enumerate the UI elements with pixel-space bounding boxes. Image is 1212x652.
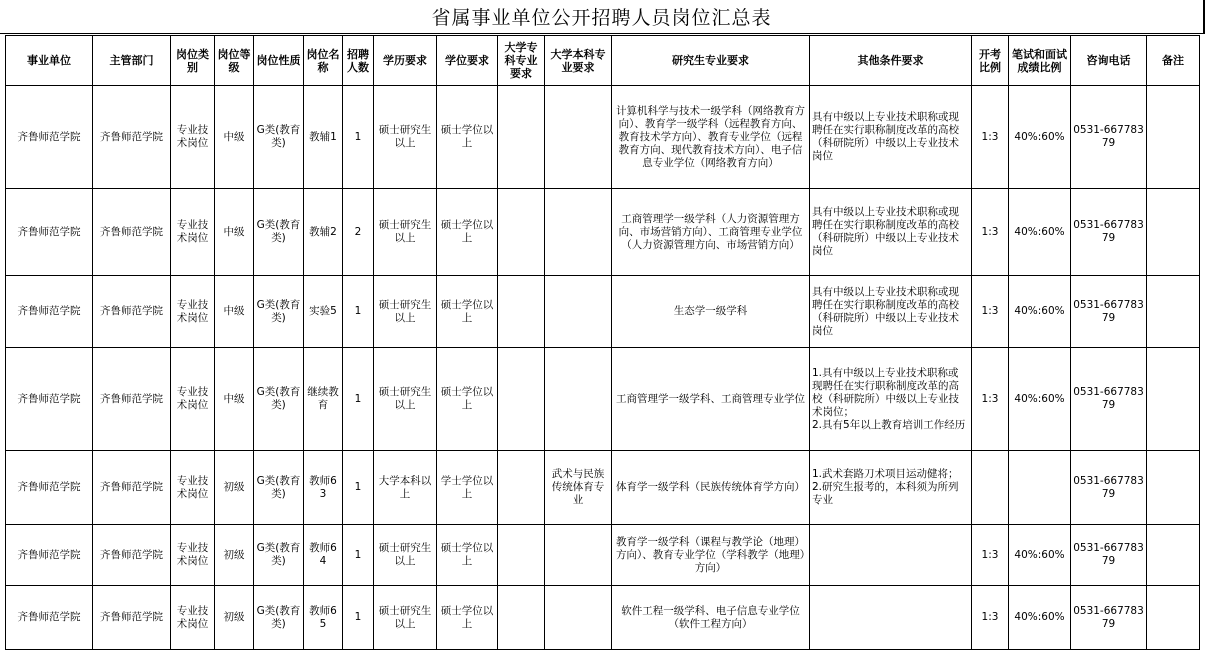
cell-phone[interactable]: 0531-66778379 [1071, 189, 1147, 276]
cell-level[interactable]: 中级 [215, 189, 254, 276]
cell-nature[interactable]: G类(教育类) [254, 86, 304, 189]
cell-category[interactable]: 专业技术岗位 [171, 276, 215, 348]
cell-score[interactable]: 40%:60% [1009, 189, 1071, 276]
cell-level[interactable]: 中级 [215, 348, 254, 451]
cell-note[interactable] [1147, 451, 1200, 525]
cell-level[interactable]: 初级 [215, 525, 254, 586]
cell-phone[interactable]: 0531-66778379 [1071, 86, 1147, 189]
cell-unit[interactable]: 齐鲁师范学院 [6, 189, 93, 276]
cell-edu[interactable]: 大学本科以上 [374, 451, 437, 525]
positions-table [5, 35, 1200, 650]
cell-junior[interactable] [498, 86, 545, 189]
cell-ratio[interactable]: 1:3 [972, 586, 1009, 650]
cell-category[interactable]: 专业技术岗位 [171, 348, 215, 451]
table-body [6, 86, 1200, 650]
table-row [6, 276, 1200, 348]
cell-edu[interactable]: 硕士研究生以上 [374, 86, 437, 189]
cell-grad[interactable]: 计算机科学与技术一级学科（网络教育方向）、教育学一级学科（远程教育方向、教育技术学方向）、教育专业学位（远程教育方向、现代教育技术方向）、电子信息专业学位（网络教育方向） [612, 86, 810, 189]
cell-bachelor[interactable] [545, 86, 612, 189]
cell-phone[interactable]: 0531-66778379 [1071, 451, 1147, 525]
cell-unit[interactable]: 齐鲁师范学院 [6, 586, 93, 650]
cell-name[interactable]: 继续教育 [304, 348, 343, 451]
cell-name[interactable]: 实验5 [304, 276, 343, 348]
cell-category[interactable]: 专业技术岗位 [171, 451, 215, 525]
cell-category[interactable]: 专业技术岗位 [171, 586, 215, 650]
cell-bachelor[interactable]: 武术与民族传统体育专业 [545, 451, 612, 525]
cell-note[interactable] [1147, 525, 1200, 586]
cell-category[interactable]: 专业技术岗位 [171, 86, 215, 189]
cell-edu[interactable]: 硕士研究生以上 [374, 525, 437, 586]
table-row [6, 451, 1200, 525]
cell-grad[interactable]: 工商管理学一级学科（人力资源管理方向、市场营销方向）、工商管理专业学位（人力资源管理方向、市场营销方向） [612, 189, 810, 276]
cell-junior[interactable] [498, 348, 545, 451]
cell-nature[interactable]: G类(教育类) [254, 451, 304, 525]
cell-dept[interactable]: 齐鲁师范学院 [93, 525, 171, 586]
cell-edu[interactable]: 硕士研究生以上 [374, 586, 437, 650]
cell-junior[interactable] [498, 451, 545, 525]
cell-degree[interactable]: 硕士学位以上 [437, 86, 498, 189]
cell-count[interactable]: 1 [343, 525, 374, 586]
header-row [6, 36, 1200, 86]
cell-degree[interactable]: 学士学位以上 [437, 451, 498, 525]
sheet-title-cell[interactable] [0, 0, 1205, 34]
cell-grad[interactable]: 体育学一级学科（民族传统体育学方向） [612, 451, 810, 525]
cell-dept[interactable]: 齐鲁师范学院 [93, 86, 171, 189]
cell-bachelor[interactable] [545, 189, 612, 276]
cell-unit[interactable]: 齐鲁师范学院 [6, 348, 93, 451]
header-cell[interactable]: 岗位性质 [254, 36, 304, 86]
cell-count[interactable]: 1 [343, 276, 374, 348]
table-row [6, 586, 1200, 650]
cell-degree[interactable]: 硕士学位以上 [437, 586, 498, 650]
cell-other[interactable]: 具有中级以上专业技术职称或现聘任在实行职称制度改革的高校（科研院所）中级以上专业技术岗位 [810, 189, 972, 276]
cell-degree[interactable]: 硕士学位以上 [437, 525, 498, 586]
cell-score[interactable]: 40%:60% [1009, 586, 1071, 650]
cell-nature[interactable]: G类(教育类) [254, 586, 304, 650]
cell-ratio[interactable]: 1:3 [972, 189, 1009, 276]
cell-grad[interactable]: 生态学一级学科 [612, 276, 810, 348]
cell-name[interactable]: 教师65 [304, 586, 343, 650]
cell-note[interactable] [1147, 348, 1200, 451]
cell-other[interactable] [810, 586, 972, 650]
cell-grad[interactable]: 教育学一级学科（课程与教学论（地理）方向）、教育专业学位（学科教学（地理）方向） [612, 525, 810, 586]
cell-score[interactable]: 40%:60% [1009, 525, 1071, 586]
cell-score[interactable]: 40%:60% [1009, 276, 1071, 348]
header-cell[interactable]: 备注 [1147, 36, 1200, 86]
cell-score[interactable]: 40%:60% [1009, 86, 1071, 189]
cell-degree[interactable]: 硕士学位以上 [437, 276, 498, 348]
header-cell[interactable]: 学历要求 [374, 36, 437, 86]
cell-phone[interactable]: 0531-66778379 [1071, 276, 1147, 348]
header-cell[interactable]: 其他条件要求 [810, 36, 972, 86]
header-cell[interactable]: 大学本科专业要求 [545, 36, 612, 86]
cell-other[interactable]: 1.具有中级以上专业技术职称或现聘任在实行职称制度改革的高校（科研院所）中级以上专业技术岗位； 2.具有5年以上教育培训工作经历 [810, 348, 972, 451]
cell-ratio[interactable] [972, 451, 1009, 525]
cell-junior[interactable] [498, 189, 545, 276]
cell-nature[interactable]: G类(教育类) [254, 189, 304, 276]
cell-name[interactable]: 教辅1 [304, 86, 343, 189]
sheet-title: 省属事业单位公开招聘人员岗位汇总表 [431, 7, 772, 29]
header-cell[interactable]: 咨询电话 [1071, 36, 1147, 86]
cell-other[interactable]: 1.武术套路刀术项目运动健将； 2.研究生报考的，本科须为所列专业 [810, 451, 972, 525]
cell-name[interactable]: 教师63 [304, 451, 343, 525]
cell-edu[interactable]: 硕士研究生以上 [374, 348, 437, 451]
cell-degree[interactable]: 硕士学位以上 [437, 189, 498, 276]
header-cell[interactable]: 岗位类别 [171, 36, 215, 86]
cell-junior[interactable] [498, 525, 545, 586]
cell-category[interactable]: 专业技术岗位 [171, 525, 215, 586]
cell-note[interactable] [1147, 276, 1200, 348]
cell-count[interactable]: 1 [343, 451, 374, 525]
cell-junior[interactable] [498, 276, 545, 348]
cell-phone[interactable]: 0531-66778379 [1071, 525, 1147, 586]
cell-note[interactable] [1147, 86, 1200, 189]
cell-note[interactable] [1147, 189, 1200, 276]
cell-grad[interactable]: 软件工程一级学科、电子信息专业学位（软件工程方向） [612, 586, 810, 650]
cell-bachelor[interactable] [545, 525, 612, 586]
cell-phone[interactable]: 0531-66778379 [1071, 348, 1147, 451]
cell-bachelor[interactable] [545, 276, 612, 348]
cell-bachelor[interactable] [545, 586, 612, 650]
cell-other[interactable]: 具有中级以上专业技术职称或现聘任在实行职称制度改革的高校（科研院所）中级以上专业技术岗位 [810, 276, 972, 348]
cell-dept[interactable]: 齐鲁师范学院 [93, 586, 171, 650]
cell-degree[interactable]: 硕士学位以上 [437, 348, 498, 451]
cell-note[interactable] [1147, 586, 1200, 650]
cell-nature[interactable]: G类(教育类) [254, 525, 304, 586]
cell-score[interactable] [1009, 451, 1071, 525]
cell-name[interactable]: 教师64 [304, 525, 343, 586]
header-cell[interactable]: 事业单位 [6, 36, 93, 86]
cell-score[interactable]: 40%:60% [1009, 348, 1071, 451]
table-row [6, 86, 1200, 189]
cell-dept[interactable]: 齐鲁师范学院 [93, 189, 171, 276]
table-row [6, 525, 1200, 586]
cell-phone[interactable]: 0531-66778379 [1071, 586, 1147, 650]
cell-grad[interactable]: 工商管理学一级学科、工商管理专业学位 [612, 348, 810, 451]
header-cell[interactable]: 学位要求 [437, 36, 498, 86]
cell-other[interactable] [810, 525, 972, 586]
cell-level[interactable]: 中级 [215, 86, 254, 189]
cell-unit[interactable]: 齐鲁师范学院 [6, 451, 93, 525]
header-cell[interactable]: 笔试和面试成绩比例 [1009, 36, 1071, 86]
cell-count[interactable]: 1 [343, 348, 374, 451]
cell-unit[interactable]: 齐鲁师范学院 [6, 525, 93, 586]
cell-other[interactable]: 具有中级以上专业技术职称或现聘任在实行职称制度改革的高校（科研院所）中级以上专业技术岗位 [810, 86, 972, 189]
header-cell[interactable]: 大学专科专业要求 [498, 36, 545, 86]
header-cell[interactable]: 开考比例 [972, 36, 1009, 86]
header-cell[interactable]: 研究生专业要求 [612, 36, 810, 86]
header-cell[interactable]: 招聘人数 [343, 36, 374, 86]
cell-dept[interactable]: 齐鲁师范学院 [93, 348, 171, 451]
cell-nature[interactable]: G类(教育类) [254, 348, 304, 451]
table-row [6, 189, 1200, 276]
cell-dept[interactable]: 齐鲁师范学院 [93, 276, 171, 348]
table-row [6, 348, 1200, 451]
cell-count[interactable]: 1 [343, 586, 374, 650]
cell-ratio[interactable]: 1:3 [972, 86, 1009, 189]
cell-dept[interactable]: 齐鲁师范学院 [93, 451, 171, 525]
cell-count[interactable]: 2 [343, 189, 374, 276]
cell-edu[interactable]: 硕士研究生以上 [374, 276, 437, 348]
cell-unit[interactable]: 齐鲁师范学院 [6, 86, 93, 189]
cell-nature[interactable]: G类(教育类) [254, 276, 304, 348]
cell-ratio[interactable]: 1:3 [972, 348, 1009, 451]
header-cell[interactable]: 主管部门 [93, 36, 171, 86]
cell-level[interactable]: 初级 [215, 586, 254, 650]
cell-name[interactable]: 教辅2 [304, 189, 343, 276]
header-cell[interactable]: 岗位等级 [215, 36, 254, 86]
cell-level[interactable]: 中级 [215, 276, 254, 348]
cell-ratio[interactable]: 1:3 [972, 525, 1009, 586]
cell-edu[interactable]: 硕士研究生以上 [374, 189, 437, 276]
header-cell[interactable]: 岗位名称 [304, 36, 343, 86]
cell-category[interactable]: 专业技术岗位 [171, 189, 215, 276]
cell-bachelor[interactable] [545, 348, 612, 451]
cell-level[interactable]: 初级 [215, 451, 254, 525]
cell-count[interactable]: 1 [343, 86, 374, 189]
cell-ratio[interactable]: 1:3 [972, 276, 1009, 348]
cell-unit[interactable]: 齐鲁师范学院 [6, 276, 93, 348]
cell-junior[interactable] [498, 586, 545, 650]
